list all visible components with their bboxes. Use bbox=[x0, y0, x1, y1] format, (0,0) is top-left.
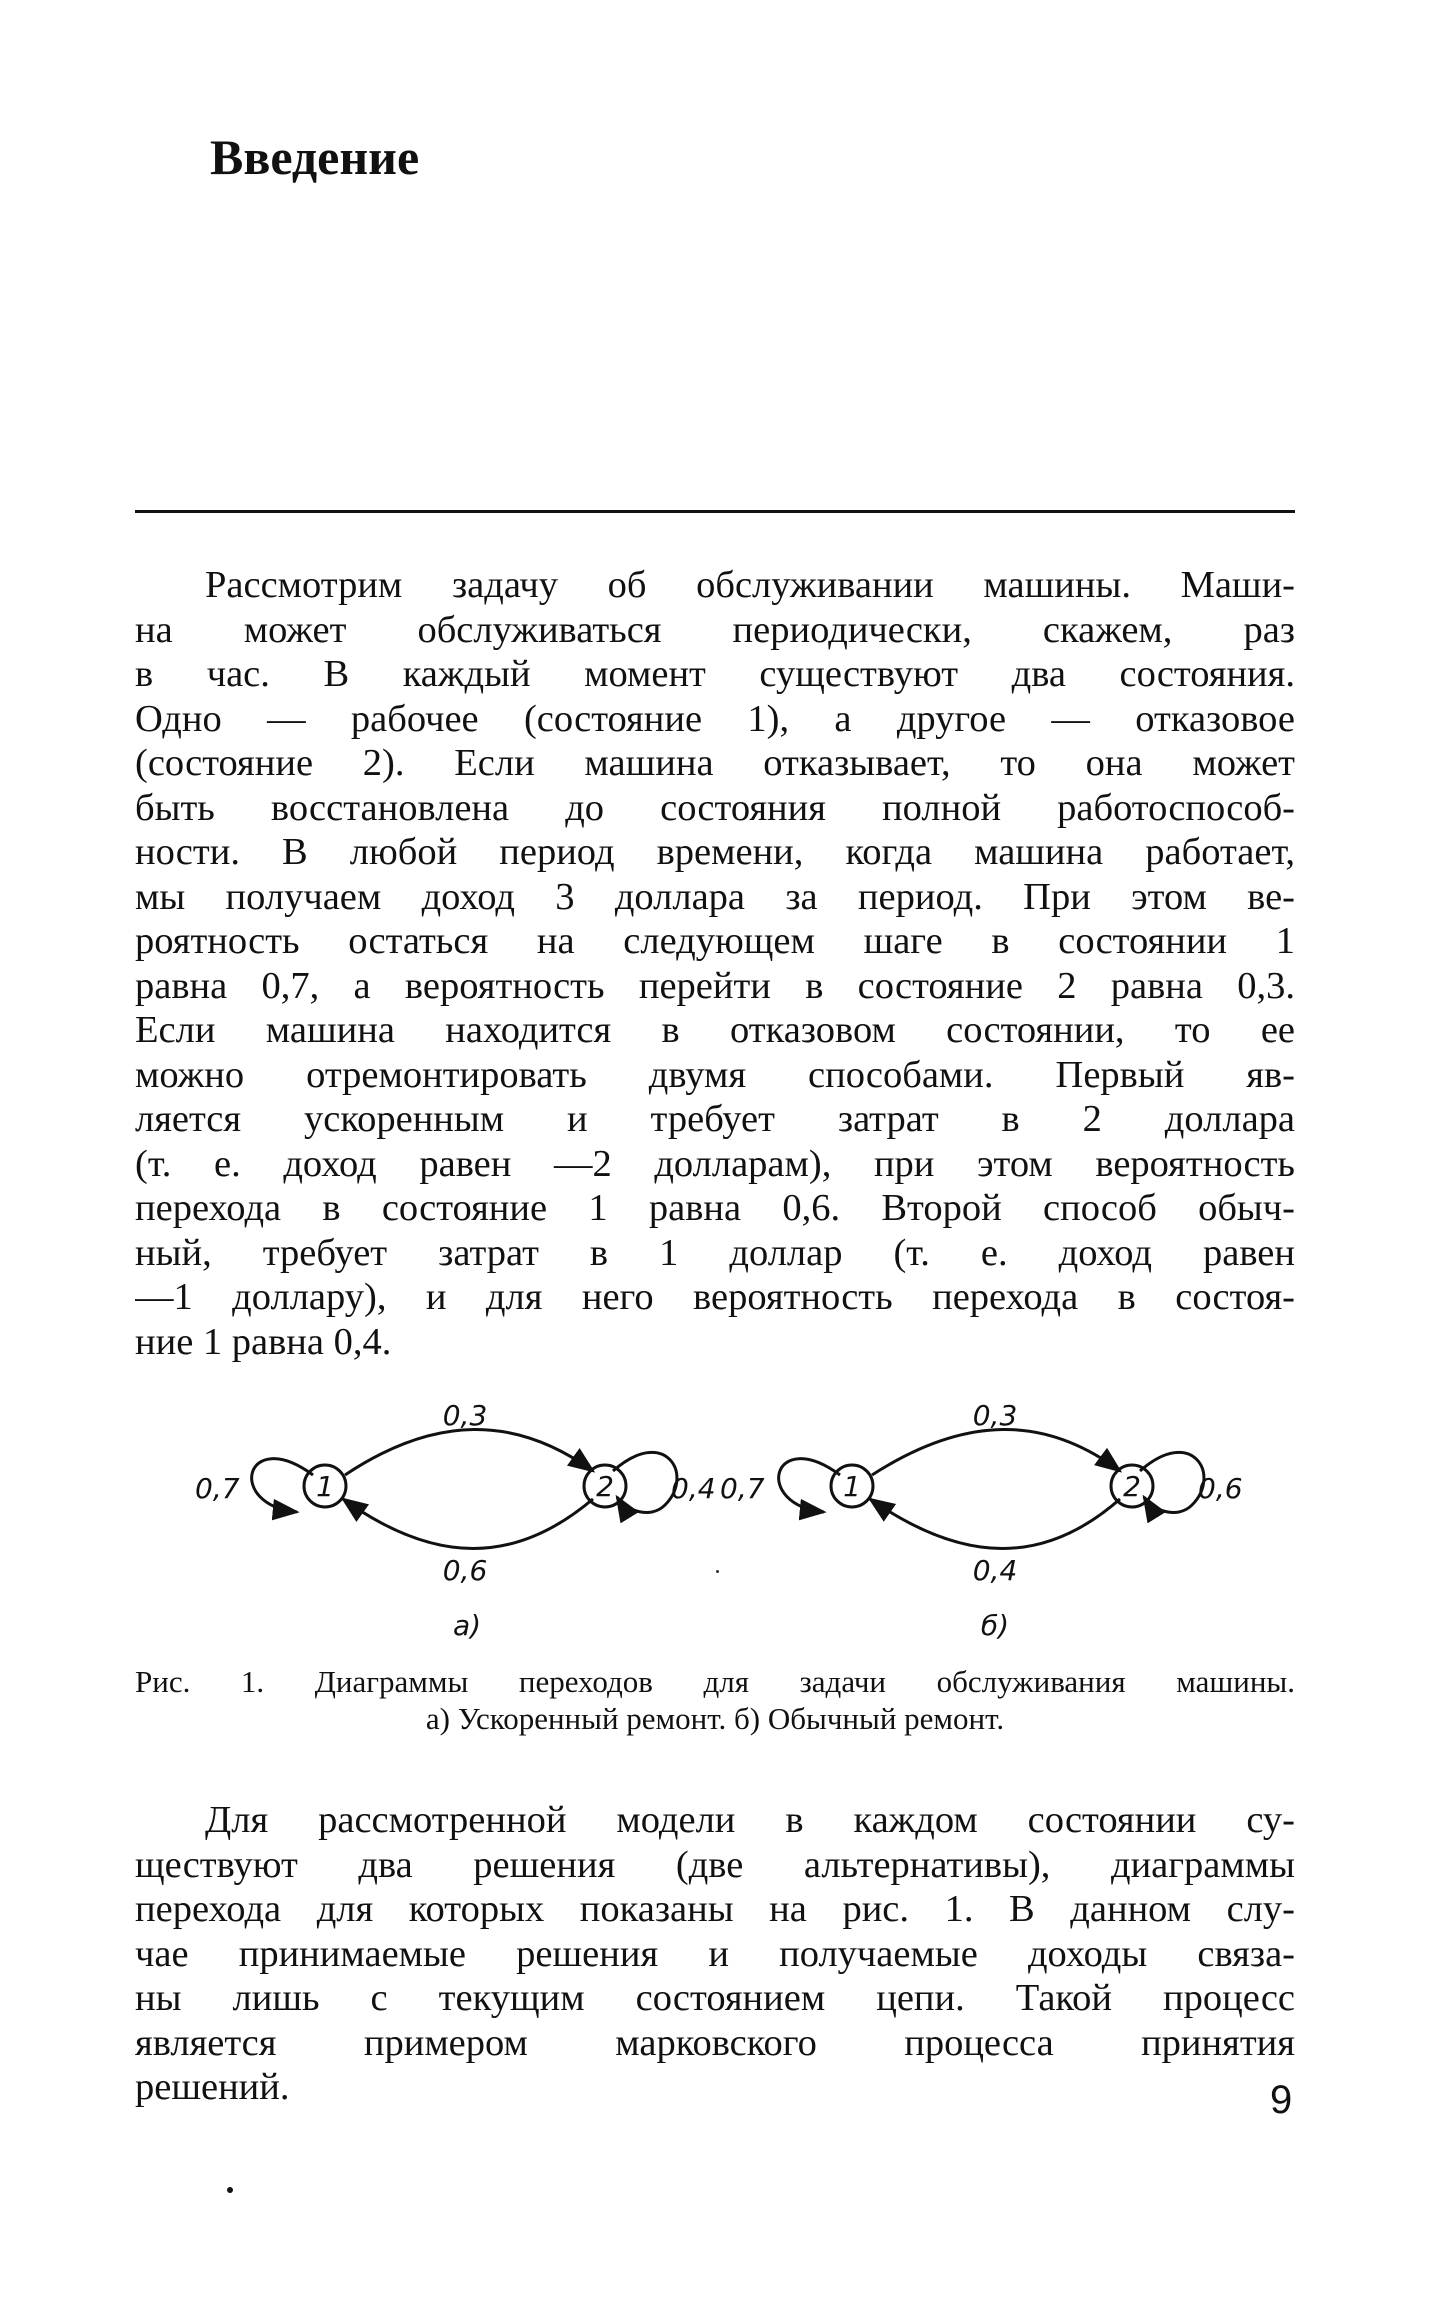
paragraph-line: ности. В любой период времени, когда машина работает, bbox=[135, 831, 1295, 873]
paragraph-line: ществуют два решения (две альтернативы), диаграммы bbox=[135, 1843, 1295, 1886]
diagram-a-edge-2-to-1-label: 0,6 bbox=[442, 1554, 488, 1587]
diagram-b-edge-2-to-1-label: 0,4 bbox=[972, 1554, 1018, 1587]
paragraph-line: (состояние 2). Если машина отказывает, то она может bbox=[135, 742, 1295, 784]
paragraph-line: чае принимаемые решения и получаемые доходы связа- bbox=[135, 1932, 1295, 1975]
transition-diagram-figure bbox=[185, 1395, 1265, 1650]
paragraph-line: решений. bbox=[135, 2066, 290, 2108]
page-number: 9 bbox=[1270, 2078, 1293, 2122]
diagram-a-label: а) bbox=[452, 1609, 482, 1642]
diagram-b-edge-1-to-2-label: 0,3 bbox=[972, 1399, 1018, 1432]
diagram-b-self-loop-1-label: 0,7 bbox=[720, 1472, 765, 1505]
diagram-a-self-loop-2-label: 0,4 bbox=[671, 1472, 716, 1505]
paragraph-line: можно отремонтировать двумя способами. Первый яв- bbox=[135, 1053, 1295, 1096]
paragraph-decisions bbox=[135, 1798, 1295, 2110]
diagram-a-node-2: 2 bbox=[596, 1470, 614, 1503]
paragraph-line: перехода для которых показаны на рис. 1. В данном слу- bbox=[135, 1888, 1295, 1930]
diagram-b-label: б) bbox=[980, 1609, 1010, 1642]
paragraph-line: Рассмотрим задачу об обслуживании машины. Маши- bbox=[205, 564, 1295, 606]
diagram-a-edge-1-to-2-label: 0,3 bbox=[442, 1399, 488, 1432]
self-loop-2-arrow bbox=[1140, 1452, 1204, 1512]
paragraph-line: на может обслуживаться периодически, скажем, раз bbox=[135, 608, 1295, 651]
paragraph-line: (т. е. доход равен —2 долларам), при этом вероятность bbox=[135, 1142, 1295, 1185]
figure-caption-line: а) Ускоренный ремонт. б) Обычный ремонт. bbox=[425, 1701, 1005, 1736]
diagram-a-node-1: 1 bbox=[316, 1470, 334, 1503]
self-loop-2-arrow bbox=[613, 1452, 677, 1512]
paragraph-line: —1 доллару), и для него вероятность перехода в состоя- bbox=[135, 1276, 1295, 1318]
diagram-a-self-loop-1-label: 0,7 bbox=[195, 1472, 240, 1505]
paragraph-line: перехода в состояние 1 равна 0,6. Второй способ обыч- bbox=[135, 1187, 1295, 1229]
figure-caption-line: Рис. 1. Диаграммы переходов для задачи обслуживания машины. bbox=[135, 1664, 1295, 1699]
paragraph-line: ный, требует затрат в 1 доллар (т. е. доход равен bbox=[135, 1231, 1295, 1274]
edge-1-to-2-arrow bbox=[345, 1429, 593, 1475]
paragraph-line: Одно — рабочее (состояние 1), а другое — отказовое bbox=[135, 697, 1295, 740]
paragraph-line: быть восстановлена до состояния полной работоспособ- bbox=[135, 786, 1295, 829]
edge-2-to-1-arrow bbox=[870, 1499, 1120, 1549]
paragraph-line: равна 0,7, а вероятность перейти в состояние 2 равна 0,3. bbox=[135, 964, 1295, 1007]
paragraph-line: является примером марковского процесса принятия bbox=[135, 2021, 1295, 2064]
diagram-b-node-2: 2 bbox=[1123, 1470, 1141, 1503]
paragraph-line: мы получаем доход 3 доллара за период. При этом ве- bbox=[135, 875, 1295, 918]
edge-2-to-1-arrow bbox=[343, 1499, 593, 1549]
paragraph-line: Если машина находится в отказовом состоянии, то ее bbox=[135, 1009, 1295, 1051]
diagram-b-self-loop-2-label: 0,6 bbox=[1198, 1472, 1243, 1505]
paragraph-intro bbox=[135, 563, 1295, 1364]
paragraph-line: Для рассмотренной модели в каждом состоянии су- bbox=[205, 1799, 1295, 1841]
paragraph-line: ние 1 равна 0,4. bbox=[135, 1320, 392, 1363]
section-divider bbox=[135, 510, 1295, 513]
paragraph-line: в час. В каждый момент существуют два состояния. bbox=[135, 653, 1295, 695]
paragraph-line: ны лишь с текущим состоянием цепи. Такой процесс bbox=[135, 1977, 1295, 2019]
edge-1-to-2-arrow bbox=[872, 1429, 1120, 1475]
figure-caption bbox=[135, 1663, 1295, 1737]
diagram-b-node-1: 1 bbox=[843, 1470, 861, 1503]
print-speck bbox=[227, 2187, 233, 2193]
paragraph-line: роятность остаться на следующем шаге в состоянии 1 bbox=[135, 920, 1295, 962]
figure-speck bbox=[716, 1570, 719, 1573]
paragraph-line: ляется ускоренным и требует затрат в 2 доллара bbox=[135, 1098, 1295, 1140]
section-title: Введение bbox=[210, 129, 420, 185]
